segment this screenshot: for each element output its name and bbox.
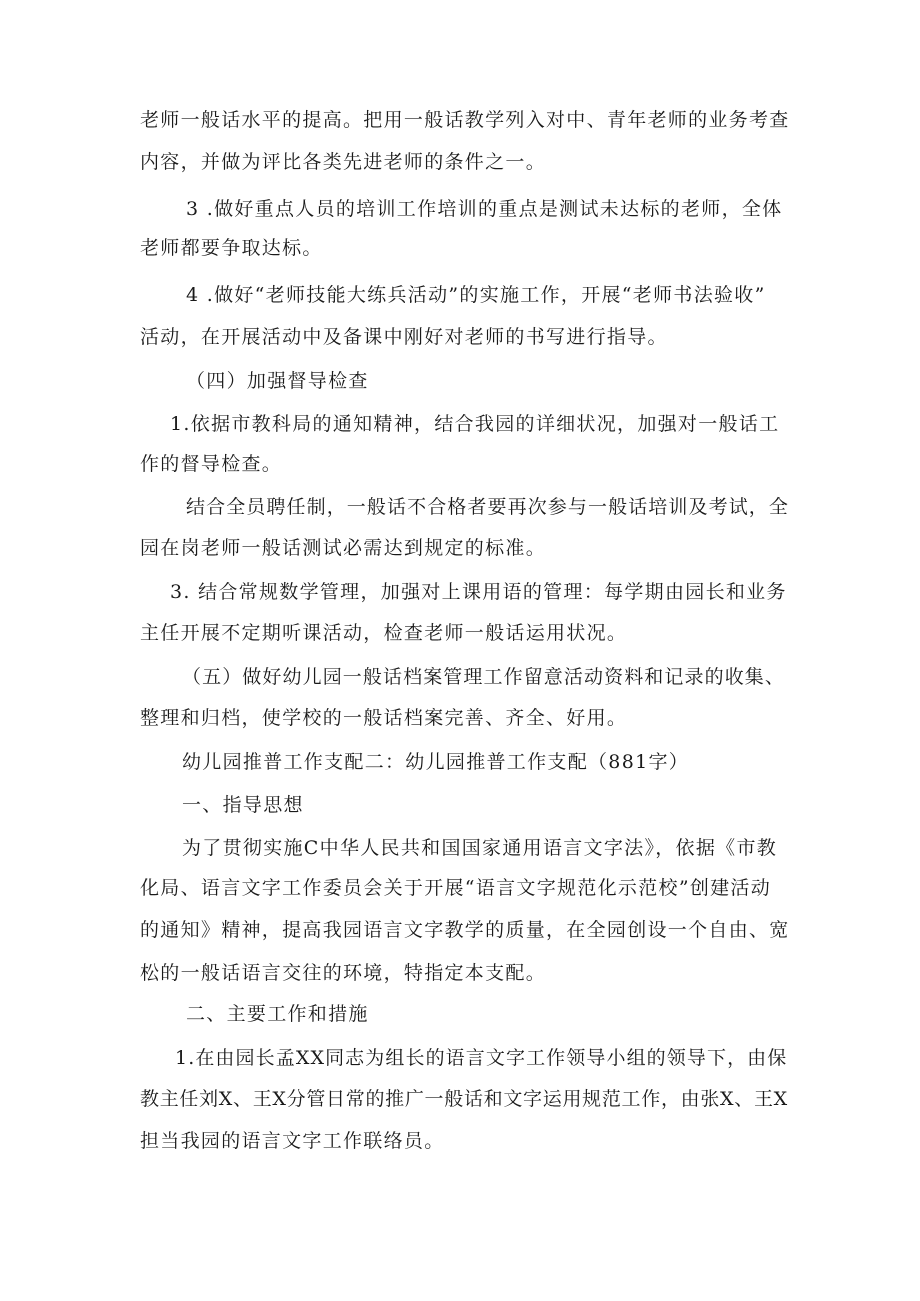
text-line: 园在岗老师一般话测试必需达到规定的标准。 <box>140 537 547 559</box>
text-line: 结合全员聘任制，一般话不合格者要再次参与一般话培训及考试，全 <box>186 496 790 518</box>
text-line: 为了贯彻实施C中华人民共和国国家通用语言文字法》，依据《市教 <box>182 837 778 859</box>
document-title: 幼儿园推普工作支配二：幼儿园推普工作支配（881字） <box>182 751 690 773</box>
text-line: 整理和归档，使学校的一般话档案完善、齐全、好用。 <box>140 707 628 729</box>
text-line: 4 .做好“老师技能大练兵活动”的实施工作，开展“老师书法验收” <box>186 284 766 306</box>
section-heading: （五）做好幼儿园一般话档案管理工作留意活动资料和记录的收集、 <box>182 666 786 688</box>
text-line: 作的督导检查。 <box>140 453 283 475</box>
text-line: 的通知》精神，提高我园语言文字教学的质量，在全园创设一个自由、宽 <box>140 919 790 941</box>
text-line: 3 .做好重点人员的培训工作培训的重点是测试未达标的老师，全体 <box>186 198 783 220</box>
text-line: 3. 结合常规数学管理，加强对上课用语的管理：每学期由园长和业务 <box>170 581 787 603</box>
text-line: 松的一般话语言交往的环境，特指定本支配。 <box>140 962 547 984</box>
text-line: 主任开展不定期听课活动，检查老师一般话运用状况。 <box>140 622 628 644</box>
text-line: 担当我园的语言文字工作联络员。 <box>140 1130 445 1152</box>
section-heading: 二、主要工作和措施 <box>186 1003 369 1025</box>
section-heading: （四）加强督导检查 <box>186 370 369 392</box>
text-line: 教主任刘X、王X分管日常的推广一般话和文字运用规范工作，由张X、王X <box>140 1088 788 1110</box>
text-line: 1.依据市教科局的通知精神，结合我园的详细状况，加强对一般话工 <box>170 413 780 435</box>
text-line: 1.在由园长孟XX同志为组长的语言文字工作领导小组的领导下，由保 <box>175 1047 788 1069</box>
text-line: 老师都要争取达标。 <box>140 237 323 259</box>
section-heading: 一、指导思想 <box>182 794 304 816</box>
text-line: 化局、语言文字工作委员会关于开展“语言文字规范化示范校”创建活动 <box>140 877 772 899</box>
text-line: 内容，并做为评比各类先进老师的条件之一。 <box>140 151 547 173</box>
text-line: 老师一般话水平的提高。把用一般话教学列入对中、青年老师的业务考查 <box>140 109 790 131</box>
text-line: 活动，在开展活动中及备课中刚好对老师的书写进行指导。 <box>140 326 668 348</box>
